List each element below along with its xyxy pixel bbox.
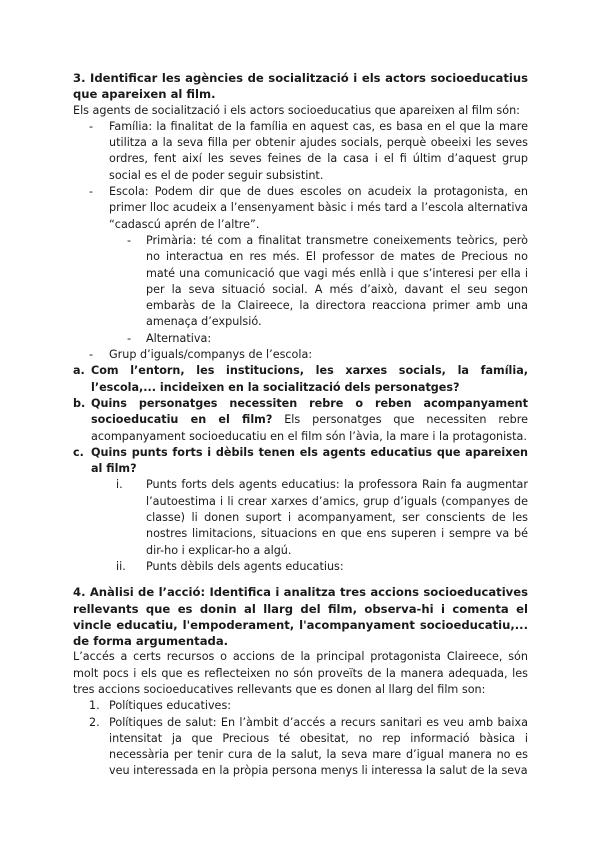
number-marker: 2. (89, 715, 100, 729)
section-4-intro: L’accés a certs recursos o accions de la principal protagonista Claireece, són molt pocs i els que es reflecteixen no són proveïts de la manera adequada, les tres accions socioeducatives rellevants que es donen al llarg del film son: (73, 650, 528, 696)
section-spacer (73, 575, 528, 584)
alternativa-text: Alternativa: (146, 331, 212, 345)
list-item-punts-debils (73, 559, 528, 575)
list-item-alternativa (73, 331, 528, 347)
primaria-text: Primària: té com a finalitat transmetre coneixements teòrics, però no interactua en res més. El professor de mates de Precious no maté una comunicació que vagi més enllà i que s’interesi per ella i per la seva situació social. A més d’això, davant el seu segon embaràs de la Claireece, la directora reacciona primer amb una amenaça d’expulsió. (146, 233, 528, 329)
question-b-answer: Els personatges que necessiten rebre acompanyament socioeducatiu en el film són l’àvia, la mare i la protagonista. (91, 413, 528, 443)
list-item-familia (73, 119, 528, 184)
section-3-intro: Els agents de socialització i els actors socioeducatius que apareixen al film són: (73, 103, 520, 117)
question-c (73, 445, 528, 478)
question-marker: b. (73, 396, 86, 410)
dash-marker: - (89, 348, 94, 362)
list-item-escola (73, 184, 528, 233)
list-item-punts-forts (73, 477, 528, 558)
list-item-politiques-educatives (73, 698, 528, 714)
punts-debils-text: Punts dèbils dels agents educatius: (146, 559, 344, 573)
politiques-educatives-text: Polítiques educatives: (109, 699, 232, 713)
question-marker: a. (73, 364, 85, 378)
grup-text: Grup d’iguals/companys de l’escola: (109, 348, 313, 362)
politiques-salut-text: Polítiques de salut: En l’àmbit d’accés a recurs sanitari es veu amb baixa intensitat ja que Precious té obesitat, no rep informació bàsica i necessària per tenir cura de la salut, la seva mare d’igual manera no es veu interessada en la pròpia persona menys li interessa la salut de la seva (109, 715, 528, 778)
question-b-body (91, 396, 528, 445)
question-b (73, 396, 528, 445)
section-3-heading: 3. Identificar les agències de socialització i els actors socioeducatius que apareixen al film. (73, 71, 528, 102)
roman-marker: ii. (116, 559, 126, 573)
dash-marker: - (127, 233, 132, 247)
list-item-politiques-salut (73, 715, 528, 780)
number-marker: 1. (89, 699, 100, 713)
escola-text: Escola: Podem dir que de dues escoles on acudeix la protagonista, en primer lloc acudeix a l’ensenyament bàsic i més tard a l’escola alternativa “cadascú aprén de l’altre”. (109, 185, 528, 231)
dash-marker: - (89, 185, 94, 199)
question-marker: c. (73, 445, 84, 459)
punts-forts-text: Punts forts dels agents educatius: la professora Rain fa augmentar l’autoestima i li crear xarxes d’amics, grup d’iguals (companyes de classe) li donen suport i acompanyament, ser conscients de les nostres limitacions, situacions en que ens superen i sempre va bé dir-ho i explicar-ho a algú. (146, 478, 528, 557)
question-c-text: Quins punts forts i dèbils tenen els agents educatius que apareixen al film? (91, 445, 528, 476)
list-item-primaria (73, 233, 528, 331)
question-b-text: Quins personatges necessiten rebre o reben acompanyament socioeducatiu en el film? (91, 396, 528, 427)
dash-marker: - (89, 119, 94, 133)
roman-marker: i. (116, 478, 123, 492)
question-a-text: Com l’entorn, les institucions, les xarxes socials, la família, l’escola,... incideixen en la socialització dels personatges? (91, 364, 528, 394)
section-4-heading: 4. Anàlisi de l’acció: Identifica i analitza tres accions socioeducatives rellevants que es donin al llarg del film, observa-hi i comenta el vincle educatiu, l'empoderament, l'acompanyament socioeducatiu,... de forma argumentada. (73, 585, 528, 649)
question-a-body (91, 363, 528, 396)
familia-text: Família: la finalitat de la família en aquest cas, es basa en el que la mare utilitza a la seva filla per obtenir ajudes socials, perquè obeeixi les seves ordres, fent així les seves feines de la casa i el fi últim d’aquest grup social es el de poder seguir subsistint. (109, 119, 528, 182)
dash-marker: - (127, 331, 132, 345)
question-c-body (91, 445, 528, 478)
list-item-grup (73, 347, 528, 363)
document-page (73, 70, 528, 780)
question-a (73, 363, 528, 396)
